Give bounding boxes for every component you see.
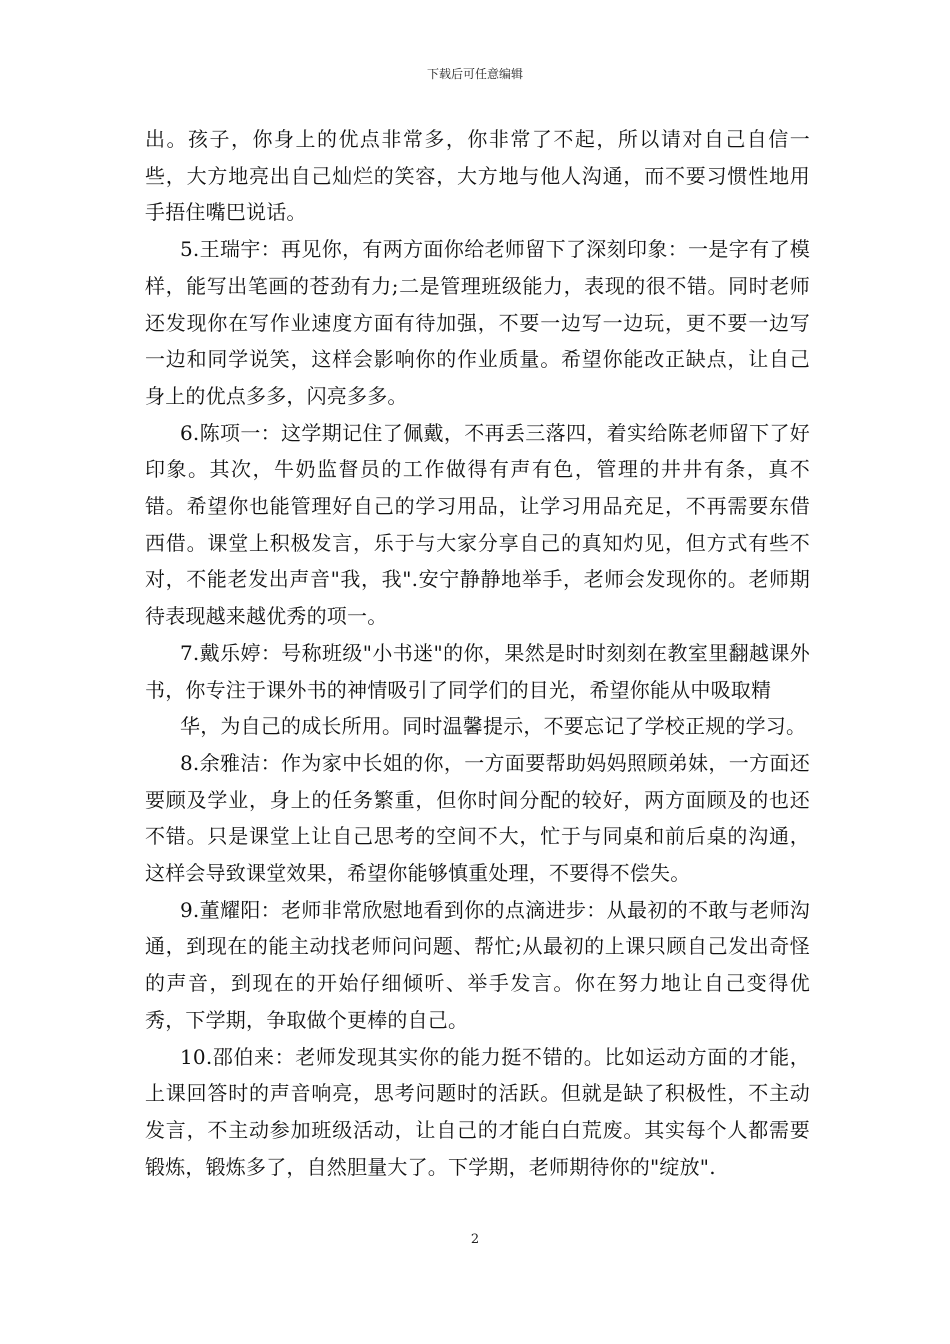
paragraph-comment-5: 5.王瑞宇：再见你，有两方面你给老师留下了深刻印象：一是字有了模样，能写出笔画的苍劲有力;二是管理班级能力，表现的很不错。同时老师还发现你在写作业速度方面有待加强，不要一边写一边玩，更不要一边写一边和同学说笑，这样会影响你的作业质量。希望你能改正缺点，让自己身上的优点多多，闪亮多多。 (145, 237, 810, 408)
paragraph-comment-6: 6.陈项一：这学期记住了佩戴，不再丢三落四，着实给陈老师留下了好印象。其次，牛奶监督员的工作做得有声有色，管理的井井有条，真不错。希望你也能管理好自己的学习用品，让学习用品充足，不再需要东借西借。课堂上积极发言，乐于与大家分享自己的真知灼见，但方式有些不对，不能老发出声音"我，我".安宁静静地举手，老师会发现你的。老师期待表现越来越优秀的项一。 (145, 420, 810, 629)
page-header: 下载后可任意编辑 (426, 67, 523, 81)
paragraph-comment-8: 8.余雅洁：作为家中长姐的你，一方面要帮助妈妈照顾弟妹，一方面还要顾及学业，身上的任务繁重，但你时间分配的较好，两方面顾及的也还不错。只是课堂上让自己思考的空间不大，忙于与同桌和前后桌的沟通，这样会导致课堂效果，希望你能够慎重处理，不要得不偿失。 (145, 750, 810, 886)
paragraph-continuation: 出。孩子，你身上的优点非常多，你非常了不起，所以请对自己自信一些，大方地亮出自己灿烂的笑容，大方地与他人沟通，而不要习惯性地用手捂住嘴巴说话。 (145, 127, 810, 225)
page-number: 2 (470, 1232, 480, 1247)
paragraph-comment-10: 10.邵伯来：老师发现其实你的能力挺不错的。比如运动方面的才能，上课回答时的声音响亮，思考问题时的活跃。但就是缺了积极性，不主动发言，不主动参加班级活动，让自己的才能白白荒废。其实每个人都需要锻炼，锻炼多了，自然胆量大了。下学期，老师期待你的"绽放". (145, 1044, 810, 1179)
paragraph-comment-7-continued: 华，为自己的成长所用。同时温馨提示，不要忘记了学校正规的学习。 (180, 714, 807, 739)
paragraph-comment-7: 7.戴乐婷：号称班级"小书迷"的你，果然是时时刻刻在教室里翻越课外书，你专注于课外书的神情吸引了同学们的目光，希望你能从中吸取精 (145, 640, 810, 702)
document-body (145, 121, 810, 1185)
paragraph-comment-9: 9.董耀阳：老师非常欣慰地看到你的点滴进步：从最初的不敢与老师沟通，到现在的能主动找老师问问题、帮忙;从最初的上课只顾自己发出奇怪的声音，到现在的开始仔细倾听、举手发言。你在努力地让自己变得优秀，下学期，争取做个更棒的自己。 (145, 897, 810, 1032)
